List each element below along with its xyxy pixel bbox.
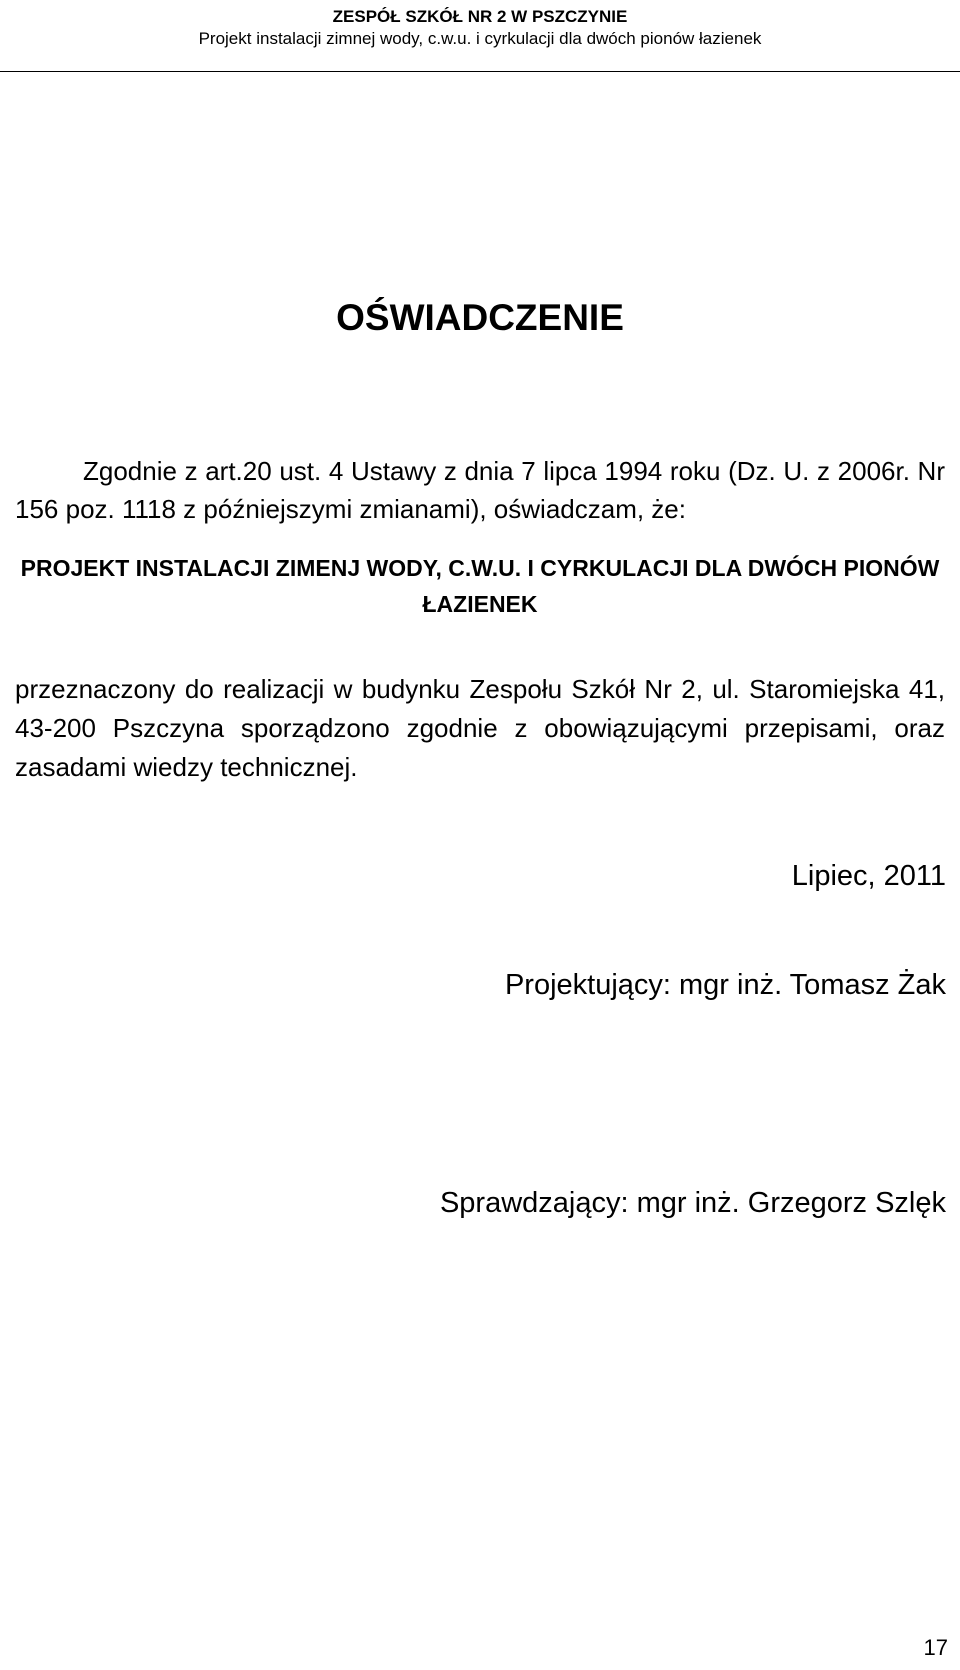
intro-paragraph: Zgodnie z art.20 ust. 4 Ustawy z dnia 7 lipca 1994 roku (Dz. U. z 2006r. Nr 156 poz. 1118 z późniejszymi zmianami), oświadczam, że: [15, 456, 945, 524]
checker-signature-line: Sprawdzający: mgr inż. Grzegorz Szlęk [439, 1187, 946, 1219]
project-name: PROJEKT INSTALACJI ZIMENJ WODY, C.W.U. I CYRKULACJI DLA DWÓCH PIONÓW ŁAZIENEK [20, 555, 940, 617]
header-organization: ZESPÓŁ SZKÓŁ NR 2 W PSZCZYNIE [332, 7, 628, 26]
designer-signature-line: Projektujący: mgr inż. Tomasz Żak [504, 969, 946, 1001]
document-title: OŚWIADCZENIE [336, 297, 624, 338]
header-project-title: Projekt instalacji zimnej wody, c.w.u. i cyrkulacji dla dwóch pionów łazienek [198, 29, 762, 48]
page-number: 17 [923, 1635, 948, 1660]
document-date: Lipiec, 2011 [791, 860, 946, 892]
body-paragraph: przeznaczony do realizacji w budynku Zespołu Szkół Nr 2, ul. Staromiejska 41, 43-200 Pszczyna sporządzono zgodnie z obowiązującymi przepisami, oraz zasadami wiedzy technicznej. [15, 674, 945, 782]
page-header [0, 6, 960, 50]
header-divider [0, 71, 960, 72]
